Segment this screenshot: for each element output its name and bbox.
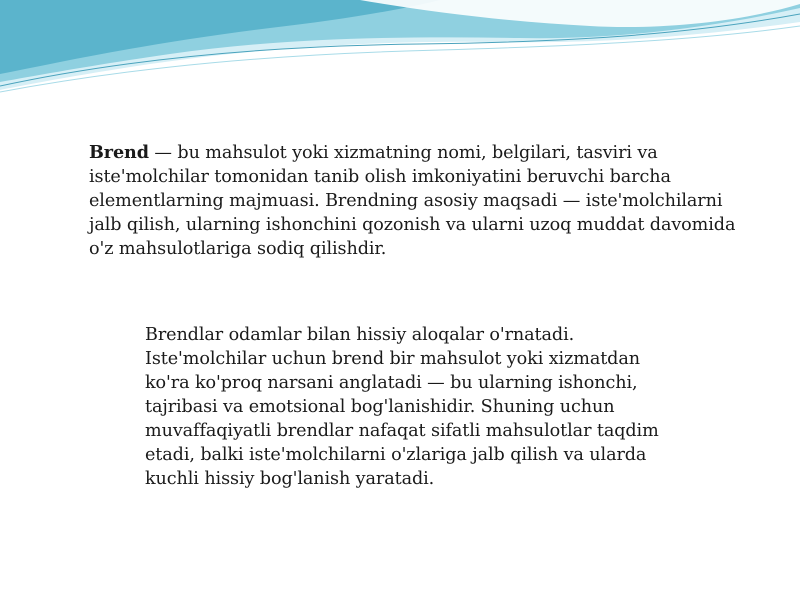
body-paragraph: Brendlar odamlar bilan hissiy aloqalar o'rnatadi. Iste'molchilar uchun brend bir mahsulot yoki xizmatdan ko'ra ko'proq narsani anglatadi — bu ularning ishonchi, tajribasi va emotsional bog'lanishidir. Shuning uchun muvaffaqiyatli brendlar nafaqat sifatli mahsulotlar taqdim etadi, balki iste'molchilarni o'zlariga jalb qilish va ularda kuchli hissiy bog'lanish yaratadi. [145,325,659,489]
definition-paragraph [89,141,739,261]
definition-text: — bu mahsulot yoki xizmatning nomi, belgilari, tasviri va iste'molchilar tomonidan tanib olish imkoniyatini beruvchi barcha elementlarning majmuasi. Brendning asosiy maqsadi — iste'molchilarni jalb qilish, ularning ishonchini qozonish va ularni uzoq muddat davomida o'z mahsulotlariga sodiq qilishdir. [89,143,736,259]
definition-term: Brend [89,142,149,163]
